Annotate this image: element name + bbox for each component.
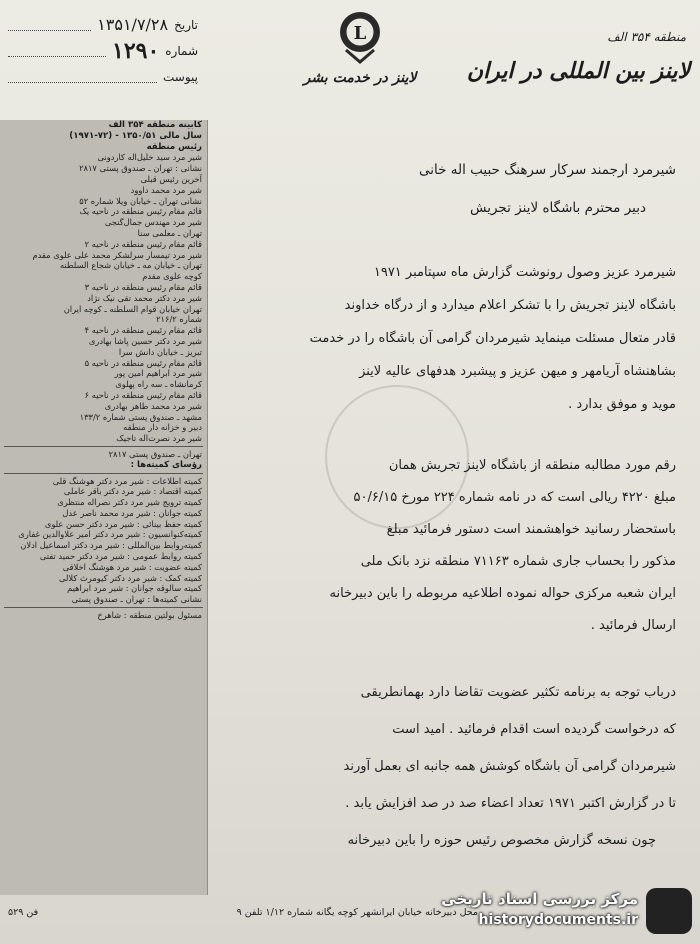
sidebar-line: رئیس منطقه bbox=[146, 141, 202, 152]
date-label: تاریخ bbox=[174, 18, 198, 32]
logo-letter: L bbox=[353, 23, 367, 44]
letter-line: چون نسخه گزارش مخصوص رئیس حوزه را باین دبیرخانه bbox=[347, 833, 656, 848]
number-value: ۱۲۹۰ bbox=[112, 38, 160, 64]
lions-logo bbox=[338, 10, 382, 70]
watermark-title: مرکز بررسی اسناد تاریخی bbox=[441, 890, 638, 908]
organization-title: لاینز بین المللی در ایران bbox=[466, 58, 690, 84]
sidebar-line: شیر مرد محمد داوود bbox=[130, 184, 202, 195]
sidebar-line: تهران ـ معلمی سنا bbox=[137, 227, 202, 238]
sidebar-line: تهران خیابان قوام السلطنه ـ کوچه ایران bbox=[63, 303, 202, 314]
sidebar-line: تهران ـ خیابان مه ـ خیابان شجاع السلطنه bbox=[59, 260, 202, 271]
sidebar-line: کمیته‌کنوانسیون : شیر مرد دکتر امیر علاوالدین غفاری bbox=[18, 529, 202, 540]
sidebar-line: قائم مقام رئیس منطقه در ناحیه ۶ bbox=[84, 389, 202, 400]
attachment-dots bbox=[8, 72, 157, 83]
attachment-row bbox=[8, 64, 198, 90]
sidebar-line: دبیر و خزانه دار منطقه bbox=[123, 422, 202, 433]
sidebar-line: قائم مقام رئیس منطقه در ناحیه ۵ bbox=[84, 357, 202, 368]
cabinet-sidebar bbox=[0, 120, 208, 895]
sidebar-divider bbox=[4, 446, 203, 447]
footer-phone: فن ۵۲۹ bbox=[8, 907, 39, 918]
letter-line: باستحضار رسانید خواهشمند است دستور فرمائید مبلغ bbox=[386, 522, 676, 537]
archive-logo-icon bbox=[646, 888, 692, 934]
letter-line: شیرمردان گرامی آن باشگاه کوشش همه جانبه ای بعمل آورند bbox=[343, 759, 676, 774]
date-dots bbox=[8, 20, 91, 31]
sidebar-line: شیر مرد ابراهیم امین پور bbox=[114, 368, 202, 379]
archive-watermark bbox=[427, 888, 692, 936]
number-label: شماره bbox=[165, 44, 198, 58]
sidebar-divider bbox=[4, 473, 203, 474]
sidebar-line: کمیته اقتصاد : شیر مرد دکتر باقر عاملی bbox=[63, 486, 202, 497]
letter-line: مذکور را بحساب جاری شماره ۷۱۱۶۳ منطقه نزد بانک ملی bbox=[360, 554, 676, 569]
sidebar-line: شیر مرد سید خلیل‌اله کاردونی bbox=[97, 152, 202, 163]
sidebar-line: کابینه منطقه ۳۵۴ الف bbox=[108, 120, 202, 130]
sidebar-line: شیر مرد تیمسار سرلشکر محمد علی علوی مقدم bbox=[32, 249, 202, 260]
attachment-label: پیوست bbox=[163, 70, 198, 84]
letter-line: موید و موفق بدارد . bbox=[568, 397, 676, 412]
sidebar-line: قائم مقام رئیس منطقه در ناحیه ۲ bbox=[84, 238, 202, 249]
sidebar-line: نشانی : تهران ـ صندوق پستی ۲۸۱۷ bbox=[79, 163, 202, 174]
number-dots bbox=[8, 46, 106, 57]
letter-line: رقم مورد مطالبه منطقه از باشگاه لاینز تجریش همان bbox=[388, 458, 676, 473]
sidebar-line: سال مالی ۱۳۵۰/۵۱ - (۷۲-۱۹۷۱) bbox=[69, 130, 202, 141]
sidebar-line: شیر مرد دکتر حسین پاشا بهادری bbox=[88, 335, 202, 346]
date-row bbox=[8, 12, 198, 38]
sidebar-line: کرمانشاه ـ سه راه پهلوی bbox=[115, 379, 202, 390]
letter-line: مبلغ ۴۲۲۰ ریالی است که در نامه شماره ۲۲۴ مورخ ۵۰/۶/۱۵ bbox=[353, 490, 676, 505]
sidebar-line: کمیته سالوقه جوانان : شیر مرد ابراهیم bbox=[67, 583, 202, 594]
sidebar-line: تهران ـ صندوق پستی ۲۸۱۷ bbox=[108, 448, 202, 459]
sidebar-line: کمیته اطلاعات : شیر مرد دکتر هوشنگ قلی bbox=[52, 475, 202, 486]
sidebar-line: کمیته روابط عمومی : شیر مرد دکتر حمید تفتی bbox=[39, 551, 202, 562]
sidebar-line: کمیته کمک : شیر مرد دکتر کیومرث کلالی bbox=[58, 572, 202, 583]
sidebar-line: مسئول بولتین منطقه : شاهرخ bbox=[97, 610, 202, 621]
sidebar-line: شماره ۲۱۶/۲ bbox=[156, 314, 202, 325]
sidebar-line: آخرین رئیس قبلی bbox=[140, 173, 202, 184]
sidebar-line: قائم مقام رئیس منطقه در ناحیه ۴ bbox=[84, 325, 202, 336]
letter-line: قادر متعال مسئلت مینماید شیرمردان گرامی آن باشگاه را در خدمت bbox=[309, 331, 676, 346]
sidebar-line: کمیته عضویت : شیر مرد هوشنگ اخلاقی bbox=[62, 561, 202, 572]
sidebar-line: کمیته ترویج شیر مرد دکتر نصراله منتظری bbox=[57, 497, 202, 508]
letter-line: ارسال فرمائید . bbox=[590, 618, 676, 633]
district-code: منطقه ۳۵۴ الف bbox=[607, 30, 686, 44]
letter-line: بشاهنشاه آریامهر و میهن عزیز و پیشبرد هدفهای عالیه لاینز bbox=[359, 364, 676, 379]
sidebar-line: قائم مقام رئیس منطقه در ناحیه ۳ bbox=[84, 281, 202, 292]
recipient-line-2: دبیر محترم باشگاه لاینز تجریش bbox=[470, 200, 646, 216]
sidebar-line: قائم مقام رئیس منطقه در ناحیه یک bbox=[79, 206, 202, 217]
reference-block bbox=[8, 12, 198, 90]
date-value: ۱۳۵۱/۷/۲۸ bbox=[97, 15, 169, 34]
letter-line: باشگاه لاینز تجریش را با تشکر اعلام میدارد و از درگاه خداوند bbox=[344, 298, 676, 313]
sidebar-line: کمیته‌روابط بین‌المللی : شیر مرد دکتر اسماعیل ادلان bbox=[20, 540, 202, 551]
sidebar-divider bbox=[4, 607, 203, 608]
number-row bbox=[8, 38, 198, 64]
sidebar-line: شیر مرد مهندس جمال‌گنجی bbox=[104, 217, 202, 228]
sidebar-line: مشهد ـ صندوق پستی شماره ۱۳۳/۲ bbox=[79, 411, 202, 422]
sidebar-line: رؤسای کمیته‌ها : bbox=[130, 459, 202, 470]
letter-line: درباب توجه به برنامه تکثیر عضویت تقاضا دارد بهمانطریقی bbox=[360, 685, 676, 700]
sidebar-line: کمیته حفظ بینائی : شیر مرد دکتر حسن علوی bbox=[44, 518, 202, 529]
sidebar-line: شیر مرد نصرت‌اله تاجیک bbox=[116, 433, 202, 444]
sidebar-line: نشانی تهران ـ خیابان ویلا شماره ۵۲ bbox=[79, 195, 202, 206]
sidebar-line: کوچه علوی مقدم bbox=[142, 271, 202, 282]
sidebar-line: نشانی کمیته‌ها : تهران ـ صندوق پستی bbox=[71, 594, 202, 605]
letter-line: ایران شعبه مرکزی حواله نموده اطلاعیه مربوطه را باین دبیرخانه bbox=[329, 586, 676, 601]
letter-line: شیرمرد عزیز وصول رونوشت گزارش ماه سپتامبر ۱۹۷۱ bbox=[373, 265, 676, 280]
motto: لاینز در خدمت بشر bbox=[303, 70, 417, 86]
footer-address: محل دبیرخانه خیابان ایرانشهر کوچه یگانه شماره ۱/۱۲ تلفن ۹ bbox=[236, 907, 478, 918]
sidebar-line: تبریز ـ خیابان دانش سرا bbox=[118, 346, 202, 357]
recipient-line-1: شیرمرد ارجمند سرکار سرهنگ حبیب اله خانی bbox=[418, 162, 676, 178]
letter-line: تا در گزارش اکتبر ۱۹۷۱ تعداد اعضاء صد در صد افزایش یابد . bbox=[345, 796, 676, 811]
sidebar-line: کمیته جوانان : شیر مرد محمد ناصر عدل bbox=[62, 507, 202, 518]
watermark-url: historydocuments.ir bbox=[478, 912, 638, 928]
sidebar-line: شیر مرد دکتر محمد تقی نیک نژاد bbox=[87, 292, 202, 303]
letter-line: که درخواست گردیده است اقدام فرمائید . امید است bbox=[392, 722, 676, 737]
sidebar-line: شیر مرد محمد طاهر بهادری bbox=[104, 400, 202, 411]
